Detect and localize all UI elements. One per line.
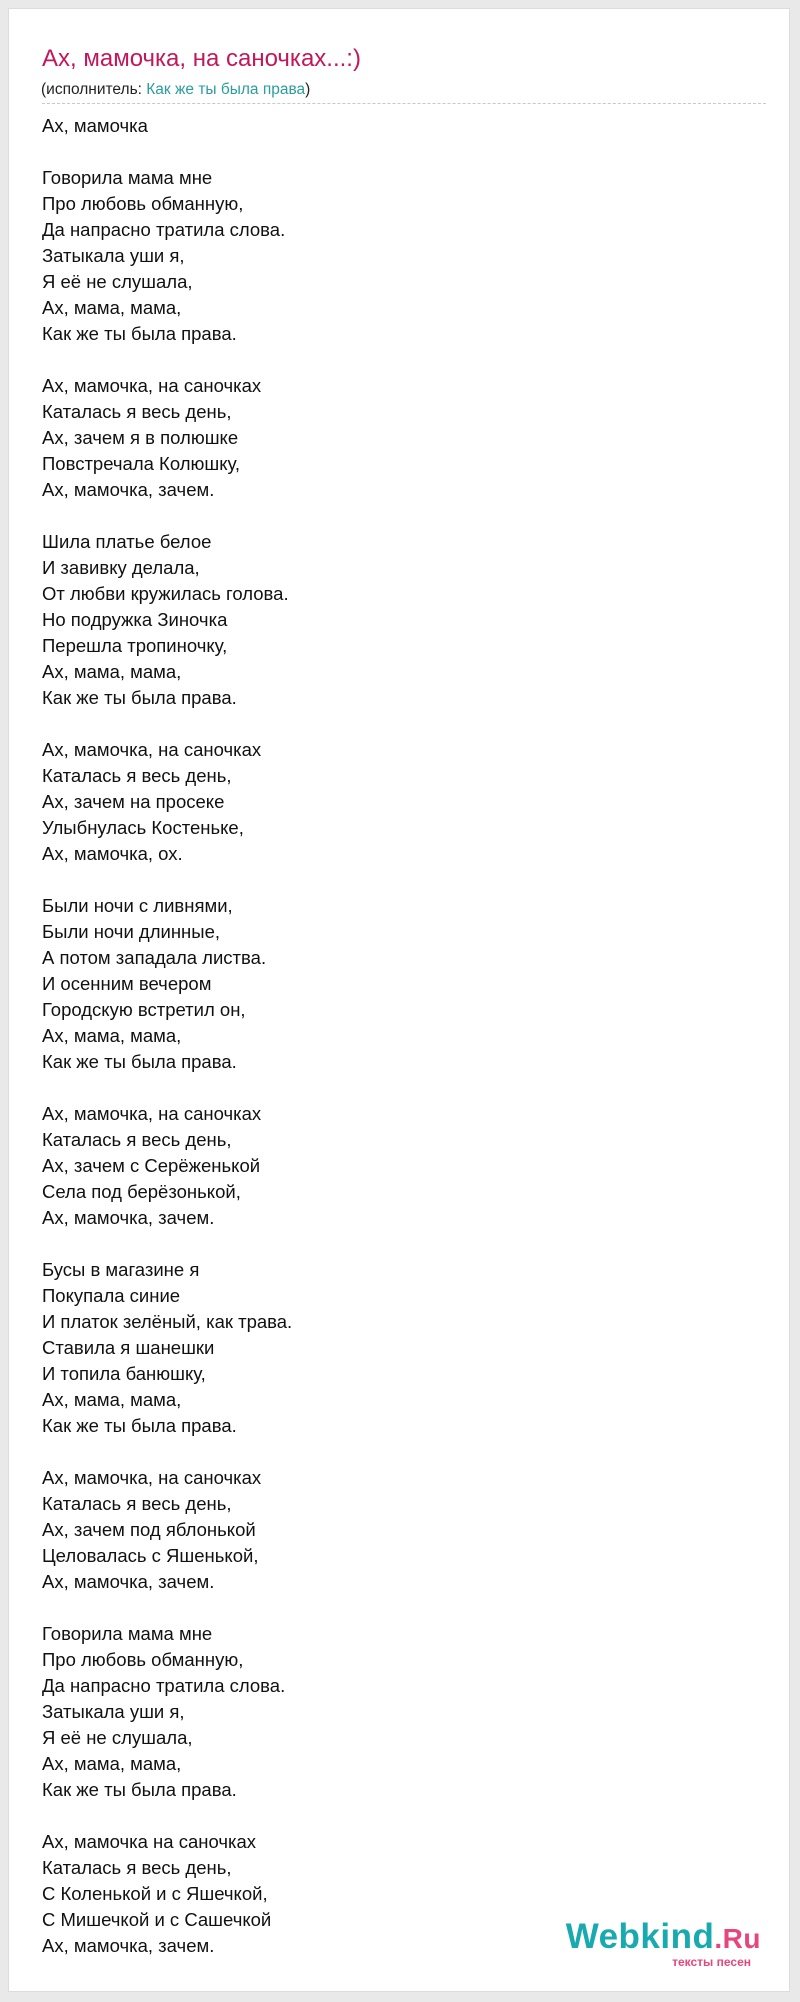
lyrics-line: Как же ты была права. [42, 323, 237, 344]
lyrics-line: И платок зелёный, как трава. [42, 1311, 293, 1332]
lyrics-line: Повстречала Колюшку, [42, 453, 241, 474]
lyrics-stanza [42, 165, 762, 347]
lyrics-line: Но подружка Зиночка [42, 609, 228, 630]
lyrics-line: Да напрасно тратила слова. [42, 219, 286, 240]
lyrics-line: Ах, зачем на просеке [42, 791, 225, 812]
lyrics-stanza [42, 113, 762, 139]
logo-brand: Webkind [565, 1917, 715, 1956]
lyrics-line: Про любовь обманную, [42, 1649, 244, 1670]
lyrics-line: Ах, мамочка, зачем. [42, 1935, 215, 1956]
lyrics-line: Улыбнулась Костеньке, [42, 817, 244, 838]
lyrics-stanza [42, 893, 762, 1075]
lyrics-line: Ах, мамочка, на саночках [42, 1467, 262, 1488]
lyrics-line: Ах, мама, мама, [42, 1025, 182, 1046]
lyrics-line: Шила платье белое [42, 531, 212, 552]
lyrics-line: Каталась я весь день, [42, 1857, 232, 1878]
lyrics-line: Ах, мамочка, на саночках [42, 1103, 262, 1124]
lyrics-line: Я её не слушала, [42, 271, 193, 292]
lyrics-line: Каталась я весь день, [42, 1493, 232, 1514]
lyrics-line: С Коленькой и с Яшечкой, [42, 1883, 268, 1904]
lyrics-line: Ах, зачем с Серёженькой [42, 1155, 261, 1176]
lyrics-line: Ах, мамочка, зачем. [42, 479, 215, 500]
lyrics-line: Как же ты была права. [42, 1415, 237, 1436]
lyrics-stanza [42, 1101, 762, 1231]
lyrics-line: Я её не слушала, [42, 1727, 193, 1748]
site-logo[interactable] [561, 1919, 761, 1973]
lyrics-stanza [42, 1257, 762, 1439]
lyrics-line: Городскую встретил он, [42, 999, 246, 1020]
lyrics-line: Целовалась с Яшенькой, [42, 1545, 259, 1566]
artist-suffix: ) [305, 81, 311, 98]
lyrics-line: Каталась я весь день, [42, 765, 232, 786]
lyrics-line: Перешла тропиночку, [42, 635, 228, 656]
lyrics-line: Ах, мама, мама, [42, 297, 182, 318]
lyrics-line: Ах, мамочка на саночках [42, 1831, 257, 1852]
lyrics-line: А потом западала листва. [42, 947, 267, 968]
lyrics-line: Говорила мама мне [42, 167, 213, 188]
lyrics-line: И топила банюшку, [42, 1363, 206, 1384]
lyrics-line: Ставила я шанешки [42, 1337, 215, 1358]
lyrics-line: И завивку делала, [42, 557, 200, 578]
lyrics-line: Покупала синие [42, 1285, 181, 1306]
lyrics-line: Ах, мамочка, зачем. [42, 1207, 215, 1228]
lyrics-line: Ах, мамочка, ох. [42, 843, 183, 864]
lyrics-stanza [42, 373, 762, 503]
lyrics-line: Затыкала уши я, [42, 1701, 185, 1722]
song-title: Ах, мамочка, на саночках...:) [42, 45, 361, 72]
artist-line [41, 81, 310, 100]
lyrics-stanza [42, 1621, 762, 1803]
lyrics-line: Как же ты была права. [42, 1051, 237, 1072]
lyrics-line: Ах, мамочка [42, 115, 148, 136]
lyrics-line: Как же ты была права. [42, 687, 237, 708]
lyrics-line: И осенним вечером [42, 973, 212, 994]
logo-tagline: тексты песен [672, 1955, 751, 1969]
title-divider [42, 103, 766, 104]
lyrics-line: Затыкала уши я, [42, 245, 185, 266]
lyrics-line: Как же ты была права. [42, 1779, 237, 1800]
lyrics-line: Села под берёзонькой, [42, 1181, 241, 1202]
lyrics-line: Ах, мамочка, зачем. [42, 1571, 215, 1592]
artist-link[interactable]: Как же ты была права [146, 81, 306, 98]
lyrics-line: Ах, мамочка, на саночках [42, 739, 262, 760]
lyrics-stanza [42, 1465, 762, 1595]
logo-wordmark [566, 1919, 761, 1954]
lyrics-stanza [42, 737, 762, 867]
artist-prefix: (исполнитель: [41, 81, 147, 98]
lyrics-line: Ах, мамочка, на саночках [42, 375, 262, 396]
lyrics-line: Говорила мама мне [42, 1623, 213, 1644]
lyrics-line: Ах, зачем я в полюшке [42, 427, 239, 448]
lyrics-line: Каталась я весь день, [42, 1129, 232, 1150]
lyrics-line: От любви кружилась голова. [42, 583, 289, 604]
logo-tld: .Ru [714, 1923, 761, 1954]
lyrics-line: Были ночи с ливнями, [42, 895, 233, 916]
lyrics-line: С Мишечкой и с Сашечкой [42, 1909, 272, 1930]
lyrics-line: Ах, мама, мама, [42, 1389, 182, 1410]
lyrics-line: Ах, мама, мама, [42, 661, 182, 682]
lyrics-line: Были ночи длинные, [42, 921, 220, 942]
lyrics-line: Ах, зачем под яблонькой [42, 1519, 256, 1540]
lyrics-stanza [42, 529, 762, 711]
lyrics-card [8, 8, 790, 1992]
lyrics-line: Ах, мама, мама, [42, 1753, 182, 1774]
lyrics-text [42, 113, 762, 1985]
lyrics-line: Да напрасно тратила слова. [42, 1675, 286, 1696]
lyrics-line: Каталась я весь день, [42, 401, 232, 422]
lyrics-line: Про любовь обманную, [42, 193, 244, 214]
lyrics-line: Бусы в магазине я [42, 1259, 200, 1280]
